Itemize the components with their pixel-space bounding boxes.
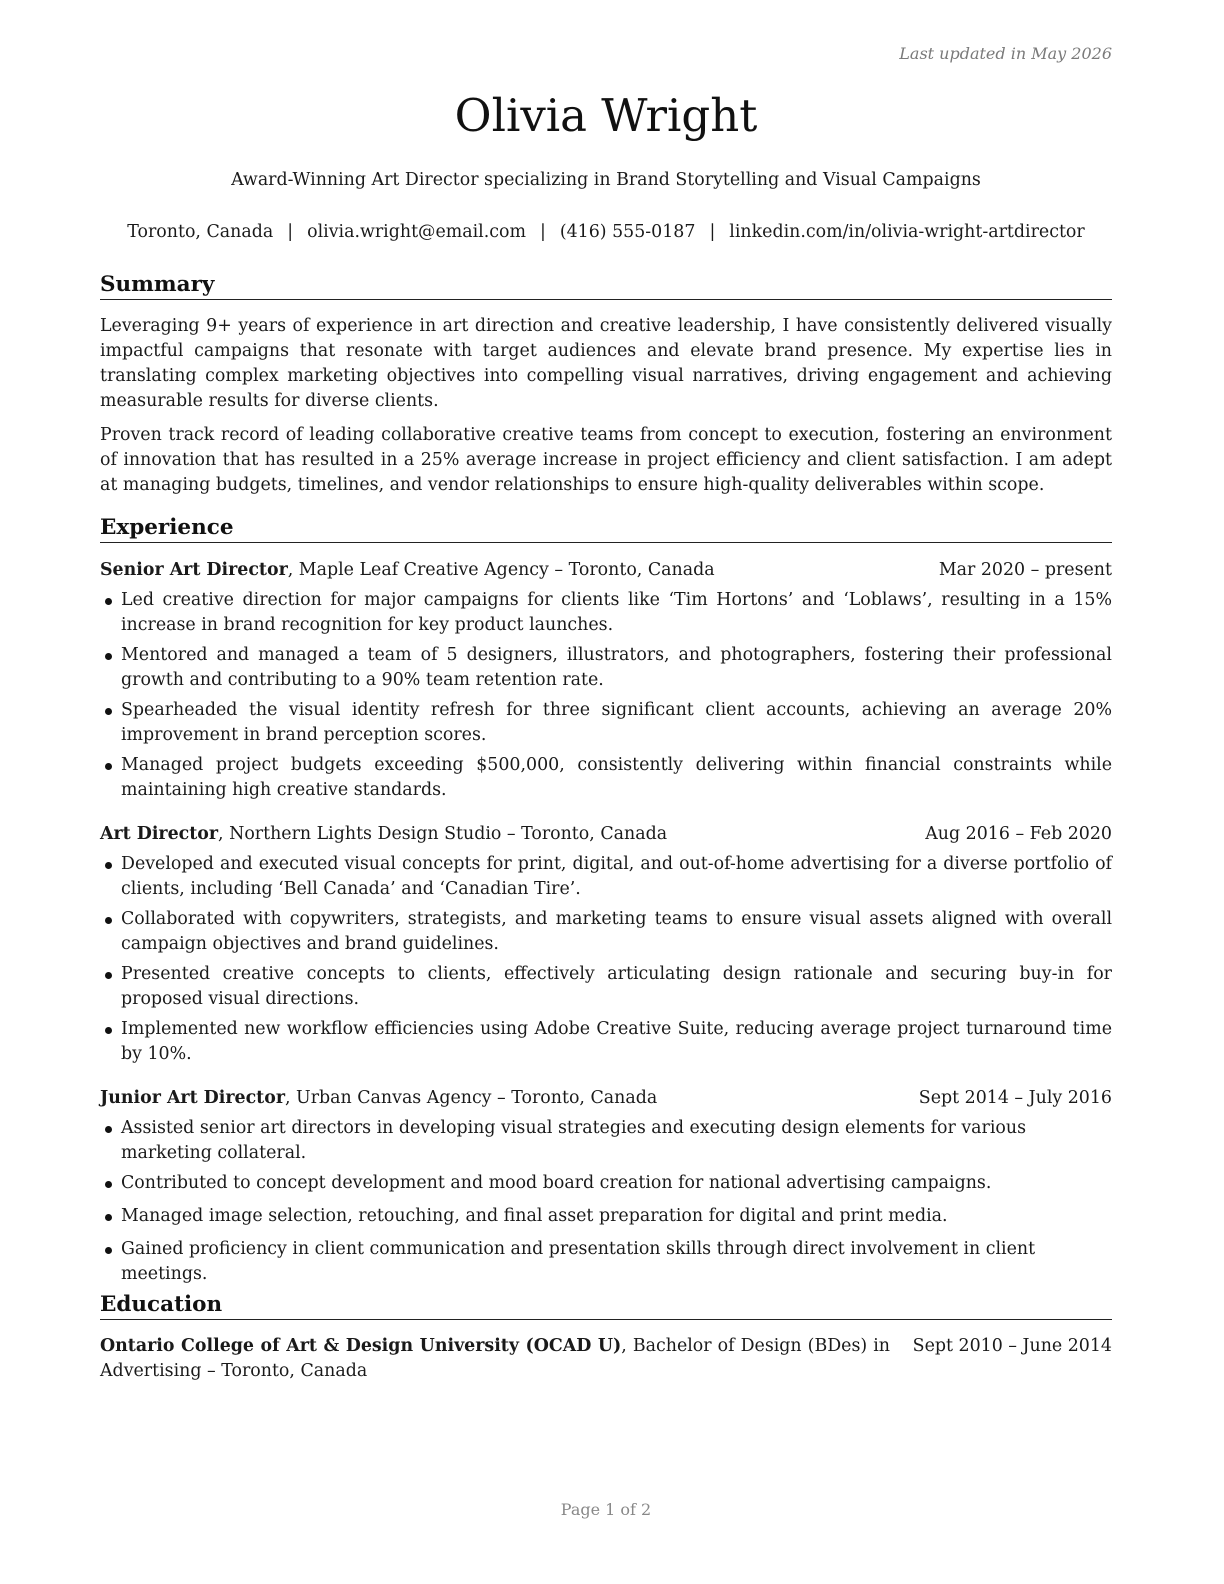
list-item: Implemented new workflow efficiencies using Adobe Creative Suite, reducing average project turnaround time by 10%. — [100, 1017, 1112, 1067]
list-item: Collaborated with copywriters, strategists, and marketing teams to ensure visual assets aligned with overall campaign objectives and brand guidelines. — [100, 907, 1112, 957]
bullet-icon — [105, 708, 112, 715]
list-item: Led creative direction for major campaigns for clients like ‘Tim Hortons’ and ‘Loblaws’, resulting in a 15% increase in brand recognition for key product launches. — [100, 588, 1112, 638]
summary-paragraph: Proven track record of leading collaborative creative teams from concept to execution, fostering an environment of innovation that has resulted in a 25% average increase in project efficiency and client satisfaction. I am adept at managing budgets, timelines, and vendor relationships to ensure high-quality deliverables within scope. — [100, 425, 1112, 495]
education-school: Ontario College of Art & Design University (OCAD U) — [100, 1336, 622, 1356]
contact-email[interactable]: olivia.wright@email.com — [307, 222, 526, 242]
contact-separator: | — [287, 222, 294, 242]
bullet-icon — [105, 653, 112, 660]
contact-linkedin[interactable]: linkedin.com/in/olivia-wright-artdirector — [729, 222, 1085, 242]
bullet-icon — [105, 862, 112, 869]
job-dates: Aug 2016 – Feb 2020 — [925, 824, 1112, 844]
contact-separator: | — [539, 222, 546, 242]
bullet-icon — [105, 763, 112, 770]
job-bullets — [100, 852, 1112, 1067]
last-updated: Last updated in May 2026 — [899, 44, 1112, 63]
list-item: Presented creative concepts to clients, effectively articulating design rationale and securing buy-in for proposed visual directions. — [100, 962, 1112, 1012]
education-entry — [100, 1334, 1112, 1384]
list-item: Managed image selection, retouching, and final asset preparation for digital and print media. — [100, 1204, 1112, 1229]
job-role: Junior Art Director — [100, 1088, 285, 1108]
contact-separator: | — [709, 222, 716, 242]
bullet-icon — [105, 1247, 112, 1254]
job-entry — [100, 558, 1112, 803]
section-title-experience: Experience — [100, 514, 1112, 543]
bullet-icon — [105, 917, 112, 924]
list-item: Gained proficiency in client communication and presentation skills through direct involvement in client meetings. — [100, 1237, 1112, 1287]
job-company: , Urban Canvas Agency – Toronto, Canada — [284, 1088, 658, 1108]
job-role: Art Director — [100, 824, 219, 844]
job-role: Senior Art Director — [100, 560, 288, 580]
job-entry — [100, 1086, 1112, 1287]
bullet-icon — [105, 598, 112, 605]
bullet-icon — [105, 1214, 112, 1221]
education-section — [100, 1291, 1112, 1384]
contact-phone: (416) 555-0187 — [559, 222, 696, 242]
list-item: Managed project budgets exceeding $500,000, consistently delivering within financial constraints while maintaining high creative standards. — [100, 753, 1112, 803]
contact-location: Toronto, Canada — [127, 222, 274, 242]
section-title-summary: Summary — [100, 271, 1112, 300]
tagline: Award-Winning Art Director specializing in Brand Storytelling and Visual Campaigns — [231, 170, 981, 190]
job-bullets — [100, 588, 1112, 803]
list-item: Mentored and managed a team of 5 designers, illustrators, and photographers, fostering their professional growth and contributing to a 90% team retention rate. — [100, 643, 1112, 693]
bullet-icon — [105, 972, 112, 979]
candidate-name: Olivia Wright — [454, 89, 758, 142]
list-item: Developed and executed visual concepts for print, digital, and out-of-home advertising for a diverse portfolio of clients, including ‘Bell Canada’ and ‘Canadian Tire’. — [100, 852, 1112, 902]
resume-page — [100, 0, 1112, 1584]
education-degree: , Bachelor of Design (BDes) in Advertising – Toronto, Canada — [100, 1336, 890, 1381]
list-item: Contributed to concept development and mood board creation for national advertising campaigns. — [100, 1171, 1112, 1196]
job-dates: Mar 2020 – present — [938, 560, 1112, 580]
list-item: Spearheaded the visual identity refresh for three significant client accounts, achieving an average 20% improvement in brand perception scores. — [100, 698, 1112, 748]
page-number: Page 1 of 2 — [560, 1500, 652, 1519]
list-item: Assisted senior art directors in developing visual strategies and executing design elements for various marketing collateral. — [100, 1116, 1112, 1166]
summary-paragraph: Leveraging 9+ years of experience in art direction and creative leadership, I have consistently delivered visually impactful campaigns that resonate with target audiences and elevate brand presence. My expertise lies in translating complex marketing objectives into compelling visual narratives, driving engagement and achieving measurable results for diverse clients. — [100, 316, 1112, 411]
bullet-icon — [105, 1027, 112, 1034]
job-company: , Maple Leaf Creative Agency – Toronto, Canada — [287, 560, 715, 580]
bullet-icon — [105, 1181, 112, 1188]
education-dates: Sept 2010 – June 2014 — [912, 1336, 1112, 1356]
job-header — [100, 558, 1112, 583]
bullet-icon — [105, 1126, 112, 1133]
job-dates: Sept 2014 – July 2016 — [918, 1088, 1112, 1108]
job-entry — [100, 822, 1112, 1067]
summary-section — [100, 271, 1112, 498]
job-header — [100, 822, 1112, 847]
contact-line — [100, 219, 1112, 245]
job-header — [100, 1086, 1112, 1111]
section-title-education: Education — [100, 1291, 1112, 1320]
job-company: , Northern Lights Design Studio – Toronto, Canada — [218, 824, 668, 844]
job-bullets — [100, 1116, 1112, 1287]
experience-section — [100, 514, 1112, 1292]
